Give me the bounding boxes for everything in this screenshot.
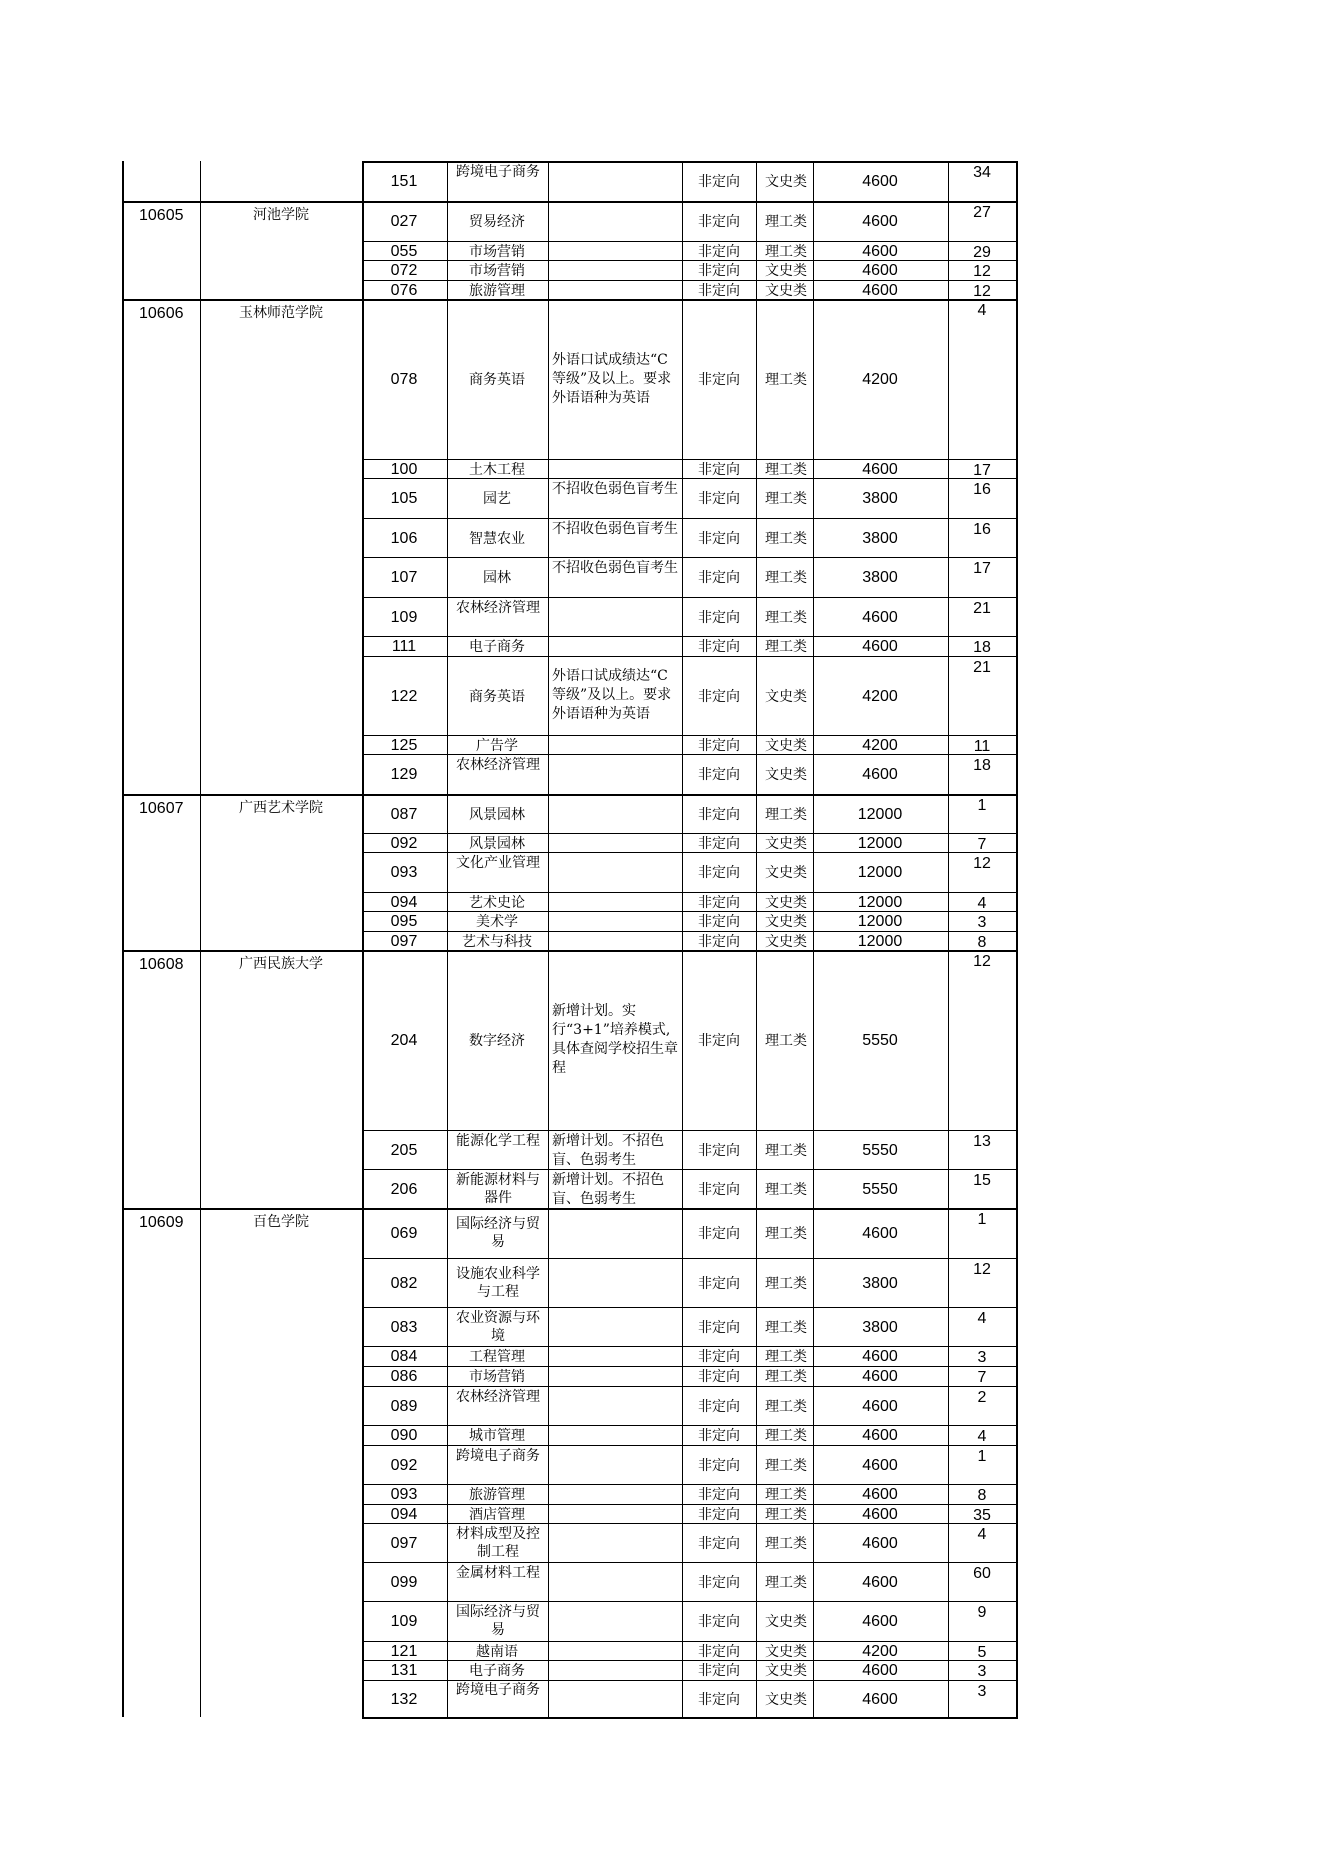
major-name: 市场营销 [469,263,525,279]
subject-category: 文史类 [765,1663,807,1679]
program-code: 131 [390,1662,418,1679]
tuition-fee: 12000 [857,805,903,823]
remark: 不招收色弱色盲考生 [552,481,678,497]
remark: 新增计划。不招色盲、色弱考生 [552,1172,664,1207]
plan-type: 非定向 [698,1226,740,1242]
plan-count: 3 [977,1663,987,1680]
plan-type: 非定向 [698,933,740,950]
plan-count: 18 [973,757,991,774]
plan-count: 7 [977,1369,987,1386]
row-separator [362,478,1018,479]
plan-type: 非定向 [698,767,740,783]
plan-type: 非定向 [698,570,740,586]
plan-count: 8 [977,1487,987,1504]
row-separator [362,518,1018,519]
program-code: 076 [390,281,418,299]
plan-type: 非定向 [698,1506,740,1523]
program-code: 097 [390,932,418,950]
tuition-fee: 12000 [857,913,903,930]
tuition-fee: 5550 [862,1141,898,1159]
plan-count: 12 [973,1261,991,1278]
plan-count: 3 [977,1683,987,1700]
subject-category: 理工类 [765,1319,807,1336]
tuition-fee: 4600 [862,638,898,655]
subject-category: 文史类 [765,894,807,911]
school-code: 10608 [139,956,184,973]
plan-type: 非定向 [698,1457,740,1474]
plan-type: 非定向 [698,1319,740,1336]
school-name: 河池学院 [253,207,309,223]
plan-count: 1 [977,1211,987,1228]
major-name: 农林经济管理 [456,599,540,616]
plan-type: 非定向 [698,1369,740,1385]
plan-count: 7 [977,836,987,853]
program-code: 093 [390,864,418,881]
plan-count: 4 [977,1526,987,1543]
row-separator [362,459,1018,460]
program-code: 092 [390,834,418,852]
tuition-fee: 4600 [862,766,898,783]
plan-count: 17 [973,462,991,479]
program-code: 095 [390,913,418,930]
subject-category: 理工类 [765,1275,807,1292]
subject-category: 理工类 [765,214,807,230]
plan-count: 4 [977,1310,987,1327]
plan-type: 非定向 [698,174,740,190]
program-code: 206 [390,1180,418,1198]
row-separator [362,1366,1018,1367]
major-name: 园艺 [483,491,511,507]
major-name: 新能源材料与器件 [456,1171,540,1206]
subject-category: 理工类 [765,243,807,260]
plan-count: 2 [977,1389,987,1406]
row-separator [362,1660,1018,1661]
major-name: 农业资源与环境 [456,1309,540,1344]
plan-count: 1 [977,1448,987,1465]
plan-count: 1 [977,797,987,814]
subject-category: 理工类 [765,639,807,655]
plan-type: 非定向 [698,263,740,279]
major-name: 电子商务 [469,639,525,655]
school-column-divider [200,161,201,1717]
row-separator [362,656,1018,657]
plan-count: 11 [973,738,991,755]
major-name: 风景园林 [469,806,525,823]
plan-count: 4 [977,895,987,912]
tuition-fee: 4600 [862,1456,898,1474]
major-name: 广告学 [476,737,518,754]
row-separator [362,1601,1018,1602]
plan-type: 非定向 [698,639,740,655]
major-name: 市场营销 [469,243,525,260]
program-code: 092 [390,1456,418,1474]
school-code: 10607 [139,800,184,817]
plan-count: 34 [973,164,991,181]
plan-type: 非定向 [698,1691,740,1708]
plan-type: 非定向 [698,609,740,626]
row-separator [362,892,1018,893]
major-name: 跨境电子商务 [456,1682,540,1698]
remark: 外语口试成绩达“C等级”及以上。要求外语语种为英语 [552,668,672,722]
row-separator [362,280,1018,281]
major-name: 土木工程 [469,461,525,478]
major-name: 艺术与科技 [462,933,532,950]
row-separator [362,911,1018,912]
program-code: 090 [390,1427,418,1444]
plan-type: 非定向 [698,214,740,230]
plan-type: 非定向 [698,530,740,547]
tuition-fee: 12000 [857,932,903,950]
major-name: 商务英语 [469,372,525,388]
major-name: 材料成型及控制工程 [456,1525,540,1560]
tuition-fee: 5550 [862,1180,898,1198]
tuition-fee: 5550 [862,1032,898,1049]
row-separator [362,754,1018,755]
plan-type: 非定向 [698,1398,740,1415]
plan-count: 3 [977,1349,987,1366]
major-name: 数字经济 [469,1033,525,1049]
program-code: 204 [390,1032,418,1049]
subject-category: 文史类 [765,263,807,279]
plan-type: 非定向 [698,1349,740,1365]
tuition-fee: 4600 [862,1573,898,1591]
remark: 新增计划。不招色盲、色弱考生 [552,1133,664,1168]
plan-type: 非定向 [698,1487,740,1503]
tuition-fee: 4600 [862,1534,898,1552]
plan-count: 35 [973,1507,991,1524]
school-name: 广西艺术学院 [239,800,323,816]
tuition-fee: 4600 [862,1613,898,1630]
program-code: 083 [390,1318,418,1336]
plan-count: 18 [973,639,991,656]
major-name: 农林经济管理 [456,1388,540,1405]
program-code: 078 [390,371,418,388]
plan-count: 9 [977,1604,987,1621]
program-code: 093 [390,1486,418,1503]
major-name: 酒店管理 [469,1506,525,1523]
major-name: 电子商务 [469,1663,525,1679]
major-name: 能源化学工程 [456,1132,540,1149]
major-name: 国际经济与贸易 [456,1604,540,1638]
program-code: 100 [390,460,418,478]
school-code: 10609 [139,1214,184,1231]
program-code: 105 [390,490,418,507]
subject-category: 理工类 [765,806,807,823]
tuition-fee: 4600 [862,608,898,626]
plan-type: 非定向 [698,243,740,260]
plan-type: 非定向 [698,1535,740,1552]
tuition-fee: 4600 [862,1690,898,1708]
row-separator [362,241,1018,242]
tuition-fee: 3800 [862,529,898,547]
plan-type: 非定向 [698,282,740,299]
major-name: 文化产业管理 [456,855,540,871]
program-code: 072 [390,262,418,279]
school-row-separator [122,950,1018,952]
tuition-fee: 3800 [862,1274,898,1292]
plan-type: 非定向 [698,1428,740,1444]
subject-category: 文史类 [765,174,807,190]
plan-type: 非定向 [698,1574,740,1591]
program-code: 205 [390,1141,418,1159]
plan-count: 21 [973,600,991,617]
plan-type: 非定向 [698,1663,740,1679]
major-name: 农林经济管理 [456,757,540,773]
tuition-fee: 4600 [862,242,898,260]
subject-category: 理工类 [765,1506,807,1523]
tuition-fee: 4600 [862,1662,898,1679]
tuition-fee: 4600 [862,213,898,230]
program-code: 106 [390,529,418,547]
tuition-fee: 4600 [862,1225,898,1242]
program-code: 109 [390,1613,418,1630]
major-name: 跨境电子商务 [456,164,540,180]
subject-category: 理工类 [765,461,807,478]
program-code: 129 [390,766,418,783]
major-name: 风景园林 [469,835,525,852]
program-code: 122 [390,687,418,705]
plan-count: 12 [973,263,991,280]
plan-type: 非定向 [698,737,740,754]
major-name: 艺术史论 [469,894,525,911]
tuition-fee: 12000 [857,893,903,911]
major-name: 市场营销 [469,1369,525,1385]
remark: 不招收色弱色盲考生 [552,521,678,537]
subject-category: 理工类 [765,1428,807,1444]
plan-type: 非定向 [698,372,740,388]
subject-category: 理工类 [765,1574,807,1591]
row-separator [362,931,1018,932]
plan-type: 非定向 [698,806,740,823]
subject-category: 理工类 [765,609,807,626]
program-code: 089 [390,1397,418,1415]
plan-count: 3 [977,914,987,931]
program-code: 086 [390,1368,418,1385]
subject-category: 文史类 [765,688,807,705]
subject-category: 理工类 [765,1487,807,1503]
school-row-separator [122,299,1018,301]
plan-count: 16 [973,481,991,498]
subject-category: 理工类 [765,1398,807,1415]
plan-count: 21 [973,659,991,676]
program-code: 082 [390,1274,418,1292]
program-code: 107 [390,569,418,586]
program-code: 087 [390,805,418,823]
school-code: 10606 [139,305,184,322]
remark: 外语口试成绩达“C等级”及以上。要求外语语种为英语 [552,351,672,406]
subject-category: 理工类 [765,1033,807,1049]
plan-count: 8 [977,934,987,951]
row-separator [362,1425,1018,1426]
major-name: 国际经济与贸易 [456,1216,540,1250]
subject-category: 理工类 [765,372,807,388]
plan-count: 17 [973,560,991,577]
row-separator [362,1717,1018,1719]
school-row-separator [122,201,1018,203]
major-name: 美术学 [476,914,518,930]
subject-category: 理工类 [765,1226,807,1242]
row-separator [362,833,1018,834]
subject-category: 文史类 [765,1643,807,1660]
program-code: 094 [390,1505,418,1523]
tuition-fee: 3800 [862,569,898,586]
subject-category: 理工类 [765,1181,807,1198]
plan-count: 4 [977,1428,987,1445]
subject-category: 理工类 [765,1349,807,1365]
row-separator [362,852,1018,853]
tuition-fee: 4600 [862,173,898,190]
plan-count: 4 [977,302,987,319]
major-name: 工程管理 [469,1349,525,1365]
plan-count: 12 [973,283,991,300]
row-separator [362,636,1018,637]
plan-type: 非定向 [698,865,740,881]
subject-category: 文史类 [765,933,807,950]
row-separator [362,735,1018,736]
plan-count: 27 [973,204,991,221]
program-code: 111 [391,638,417,655]
subject-category: 理工类 [765,491,807,507]
row-separator [362,1346,1018,1347]
row-separator [362,557,1018,558]
program-code: 069 [390,1225,418,1242]
program-code: 151 [390,173,418,190]
program-code: 132 [390,1690,418,1708]
plan-count: 5 [977,1644,987,1661]
major-name: 城市管理 [469,1428,525,1444]
plan-count: 60 [973,1565,991,1582]
row-separator [362,1258,1018,1259]
major-name: 越南语 [476,1643,518,1660]
subject-category: 理工类 [765,570,807,586]
major-name: 跨境电子商务 [456,1447,540,1464]
tuition-fee: 4200 [862,1642,898,1660]
plan-type: 非定向 [698,894,740,911]
remark: 新增计划。实行“3+1”培养模式,具体查阅学校招生章程 [552,1003,678,1076]
tuition-fee: 4600 [862,460,898,478]
plan-count: 13 [973,1133,991,1150]
school-row-separator [122,794,1018,796]
program-code: 097 [390,1534,418,1552]
tuition-fee: 4600 [862,1348,898,1365]
school-name: 百色学院 [253,1214,309,1230]
plan-type: 非定向 [698,688,740,705]
tuition-fee: 4600 [862,1427,898,1444]
program-code: 121 [390,1642,418,1660]
plan-type: 非定向 [698,461,740,478]
school-code: 10605 [139,207,184,224]
row-separator [362,260,1018,261]
plan-type: 非定向 [698,1142,740,1159]
plan-type: 非定向 [698,491,740,507]
plan-type: 非定向 [698,1033,740,1049]
tuition-fee: 4600 [862,281,898,299]
subject-category: 文史类 [765,1614,807,1630]
row-separator [362,1484,1018,1485]
major-name: 旅游管理 [469,282,525,299]
subject-category: 文史类 [765,737,807,754]
tuition-fee: 12000 [857,864,903,881]
subject-category: 理工类 [765,1457,807,1474]
program-code: 125 [390,736,418,754]
subject-category: 理工类 [765,1142,807,1159]
remark: 不招收色弱色盲考生 [552,560,678,576]
plan-count: 12 [973,855,991,872]
plan-type: 非定向 [698,835,740,852]
major-name: 金属材料工程 [456,1564,540,1581]
tuition-fee: 4200 [862,371,898,388]
program-code: 109 [390,608,418,626]
subject-category: 理工类 [765,1535,807,1552]
program-code: 094 [390,893,418,911]
row-separator [362,1504,1018,1505]
plan-type: 非定向 [698,1181,740,1198]
school-name: 玉林师范学院 [239,305,323,321]
subject-category: 文史类 [765,767,807,783]
table-left-border [122,161,124,1717]
major-name: 设施农业科学与工程 [456,1265,540,1300]
tuition-fee: 12000 [857,834,903,852]
school-name: 广西民族大学 [239,956,323,972]
subject-category: 理工类 [765,1369,807,1385]
program-code: 099 [390,1573,418,1591]
subject-category: 文史类 [765,914,807,930]
tuition-fee: 4200 [862,687,898,705]
plan-type: 非定向 [698,914,740,930]
subject-category: 文史类 [765,1691,807,1708]
program-code: 055 [390,242,418,260]
subject-category: 理工类 [765,530,807,547]
program-code: 084 [390,1348,418,1365]
tuition-fee: 4600 [862,1397,898,1415]
major-name: 商务英语 [469,688,525,705]
major-name: 贸易经济 [469,214,525,230]
plan-count: 16 [973,521,991,538]
plan-count: 29 [973,244,991,261]
subject-category: 文史类 [765,865,807,881]
tuition-fee: 4600 [862,1505,898,1523]
major-name: 园林 [483,570,511,586]
major-name: 旅游管理 [469,1487,525,1503]
plan-type: 非定向 [698,1614,740,1630]
tuition-fee: 3800 [862,1318,898,1336]
tuition-fee: 4600 [862,262,898,279]
row-separator [362,1641,1018,1642]
major-name: 智慧农业 [469,530,525,547]
tuition-fee: 4200 [862,736,898,754]
tuition-fee: 4600 [862,1486,898,1503]
program-code: 027 [390,213,418,230]
plan-count: 15 [973,1172,991,1189]
plan-type: 非定向 [698,1643,740,1660]
tuition-fee: 4600 [862,1368,898,1385]
tuition-fee: 3800 [862,490,898,507]
subject-category: 文史类 [765,835,807,852]
plan-count: 12 [973,953,991,970]
subject-category: 文史类 [765,282,807,299]
plan-type: 非定向 [698,1275,740,1292]
